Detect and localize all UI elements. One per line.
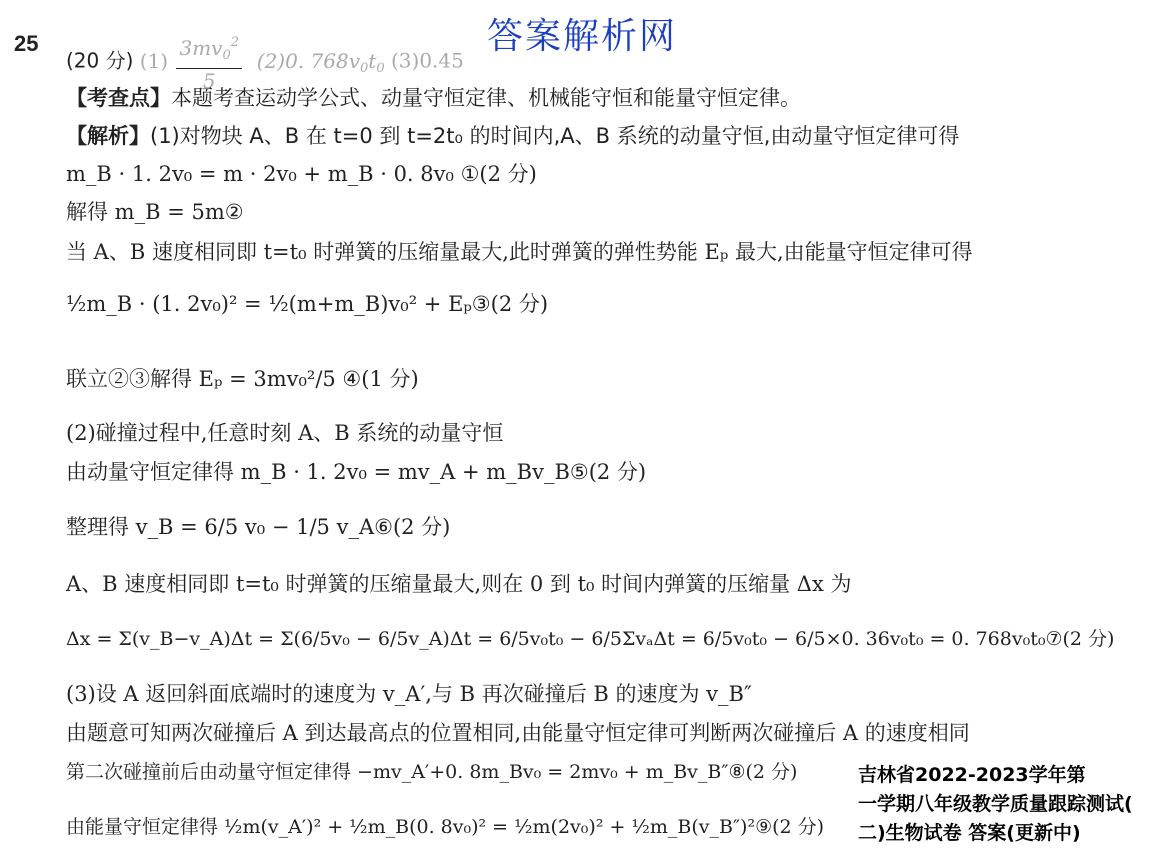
points: (20 分) [66, 48, 134, 73]
solution-line-1: 【解析】(1)对物块 A、B 在 t=0 到 t=2t₀ 的时间内,A、B 系统的动量守恒,由动量守恒定律可得 [66, 124, 960, 148]
answer-2: (2)0. $768v_0t_0$ [256, 48, 385, 76]
solution-line-8: 由动量守恒定律得 m_B · 1. 2v₀ = mv_A + m_Bv_B⑤(2 分) [66, 460, 647, 484]
solution-line-4: 当 A、B 速度相同即 t=t₀ 时弹簧的压缩量最大,此时弹簧的弹性势能 Eₚ 最大,由能量守恒定律可得 [66, 240, 973, 264]
solution-line-11: Δx = Σ(v_B−v_A)Δt = Σ(6/5v₀ − 6/5v_A)Δt = 6/5v₀t₀ − 6/5ΣvₐΔt = 6/5v₀t₀ − 6/5×0. 36v₀t₀ = 0. 768v₀t₀⑦(2 分) [66, 628, 1115, 650]
watermark: 答案解析网 [487, 16, 678, 57]
solution-line-7: (2)碰撞过程中,任意时刻 A、B 系统的动量守恒 [66, 421, 504, 445]
solution-line-14: 第二次碰撞前后由动量守恒定律得 −mv_A′+0. 8m_Bv₀ = 2mv₀ + m_Bv_B″⑧(2 分) [66, 761, 798, 783]
question-number: 25 [14, 31, 39, 56]
answer-3: (3)0.45 [390, 48, 464, 73]
solution-line-15: 由能量守恒定律得 ½m(v_A′)² + ½m_B(0. 8v₀)² = ½m(2v₀)² + ½m_B(v_B″)²⑨(2 分) [66, 816, 825, 838]
answer-summary [66, 31, 464, 93]
solution-line-5: ½m_B · (1. 2v₀)² = ½(m+m_B)v₀² + Eₚ③(2 分) [66, 292, 549, 316]
solution-line-6: 联立②③解得 Eₚ = 3mv₀²/5 ④(1 分) [66, 367, 419, 391]
solution-line-13: 由题意可知两次碰撞后 A 到达最高点的位置相同,由能量守恒定律可判断两次碰撞后 A 的速度相同 [66, 721, 970, 745]
solution-line-3: 解得 m_B = 5m② [66, 200, 244, 224]
kaochadian-line: 【考查点】本题考查运动学公式、动量守恒定律、机械能守恒和能量守恒定律。 [66, 86, 801, 110]
corner-overlay-note: 吉林省2022-2023学年第 一学期八年级教学质量跟踪测试( 二)生物试卷 答案(更新中) [858, 761, 1133, 848]
solution-line-10: A、B 速度相同即 t=t₀ 时弹簧的压缩量最大,则在 0 到 t₀ 时间内弹簧的压缩量 Δx 为 [66, 572, 852, 596]
solution-line-9: 整理得 v_B = 6/5 v₀ − 1/5 v_A⑥(2 分) [66, 515, 451, 539]
solution-line-2: m_B · 1. 2v₀ = m · 2v₀ + m_B · 0. 8v₀ ①(2 分) [66, 162, 537, 186]
solution-line-12: (3)设 A 返回斜面底端时的速度为 v_A′,与 B 再次碰撞后 B 的速度为 v_B″ [66, 682, 752, 706]
answer-1: (1) $\frac{3mv_0^2}{5}$ [140, 49, 251, 73]
